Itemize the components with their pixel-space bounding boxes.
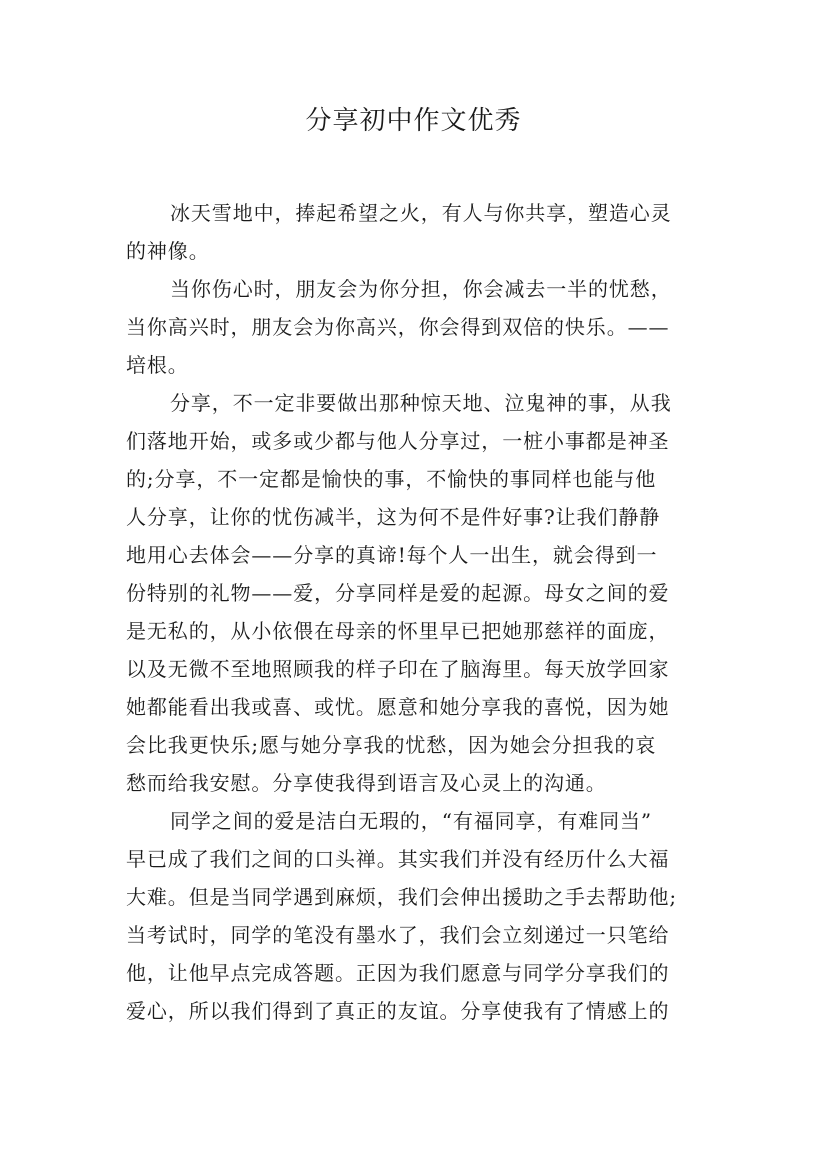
document-title: 分享初中作文优秀 bbox=[305, 106, 522, 136]
paragraph-line: 是无私的，从小依偎在母亲的怀里早已把她那慈祥的面庞， bbox=[126, 619, 670, 643]
paragraph-line: 爱心，所以我们得到了真正的友谊。分享使我有了情感上的 bbox=[126, 999, 670, 1023]
document-body bbox=[126, 194, 706, 1030]
paragraph-line: 份特别的礼物——爱，分享同样是爱的起源。母女之间的爱 bbox=[126, 581, 670, 605]
paragraph-line: 愁而给我安慰。分享使我得到语言及心灵上的沟通。 bbox=[126, 771, 607, 795]
paragraph-line: 的神像。 bbox=[126, 239, 210, 263]
paragraph-line: 当你高兴时，朋友会为你高兴，你会得到双倍的快乐。—— bbox=[126, 315, 670, 339]
paragraph-line: 的;分享，不一定都是愉快的事，不愉快的事同样也能与他 bbox=[126, 467, 657, 491]
paragraph-line: 以及无微不至地照顾我的样子印在了脑海里。每天放学回家 bbox=[126, 657, 670, 681]
paragraph-line: 早已成了我们之间的口头禅。其实我们并没有经历什么大福 bbox=[126, 847, 670, 871]
paragraph-line: 她都能看出我或喜、或忧。愿意和她分享我的喜悦，因为她 bbox=[126, 695, 670, 719]
paragraph-line: 会比我更快乐;愿与她分享我的忧愁，因为她会分担我的哀 bbox=[126, 733, 657, 757]
paragraph-line: 分享，不一定非要做出那种惊天地、泣鬼神的事，从我 bbox=[170, 391, 672, 415]
paragraph-line: 大难。但是当同学遇到麻烦，我们会伸出援助之手去帮助他; bbox=[126, 885, 678, 909]
paragraph-line: 地用心去体会——分享的真谛!每个人一出生，就会得到一 bbox=[126, 543, 658, 567]
paragraph-line: 他，让他早点完成答题。正因为我们愿意与同学分享我们的 bbox=[126, 961, 670, 985]
paragraph-line: 当你伤心时，朋友会为你分担，你会减去一半的忧愁， bbox=[170, 277, 672, 301]
paragraph-line: 同学之间的爱是洁白无瑕的，“有福同享，有难同当” bbox=[170, 809, 653, 833]
paragraph-line: 培根。 bbox=[126, 353, 189, 377]
paragraph-line: 人分享，让你的忧伤减半，这为何不是件好事?让我们静静 bbox=[126, 505, 661, 529]
paragraph-line: 们落地开始，或多或少都与他人分享过，一桩小事都是神圣 bbox=[126, 429, 670, 453]
paragraph-line: 冰天雪地中，捧起希望之火，有人与你共享，塑造心灵 bbox=[170, 201, 672, 225]
paragraph-line: 当考试时，同学的笔没有墨水了，我们会立刻递过一只笔给 bbox=[126, 923, 670, 947]
